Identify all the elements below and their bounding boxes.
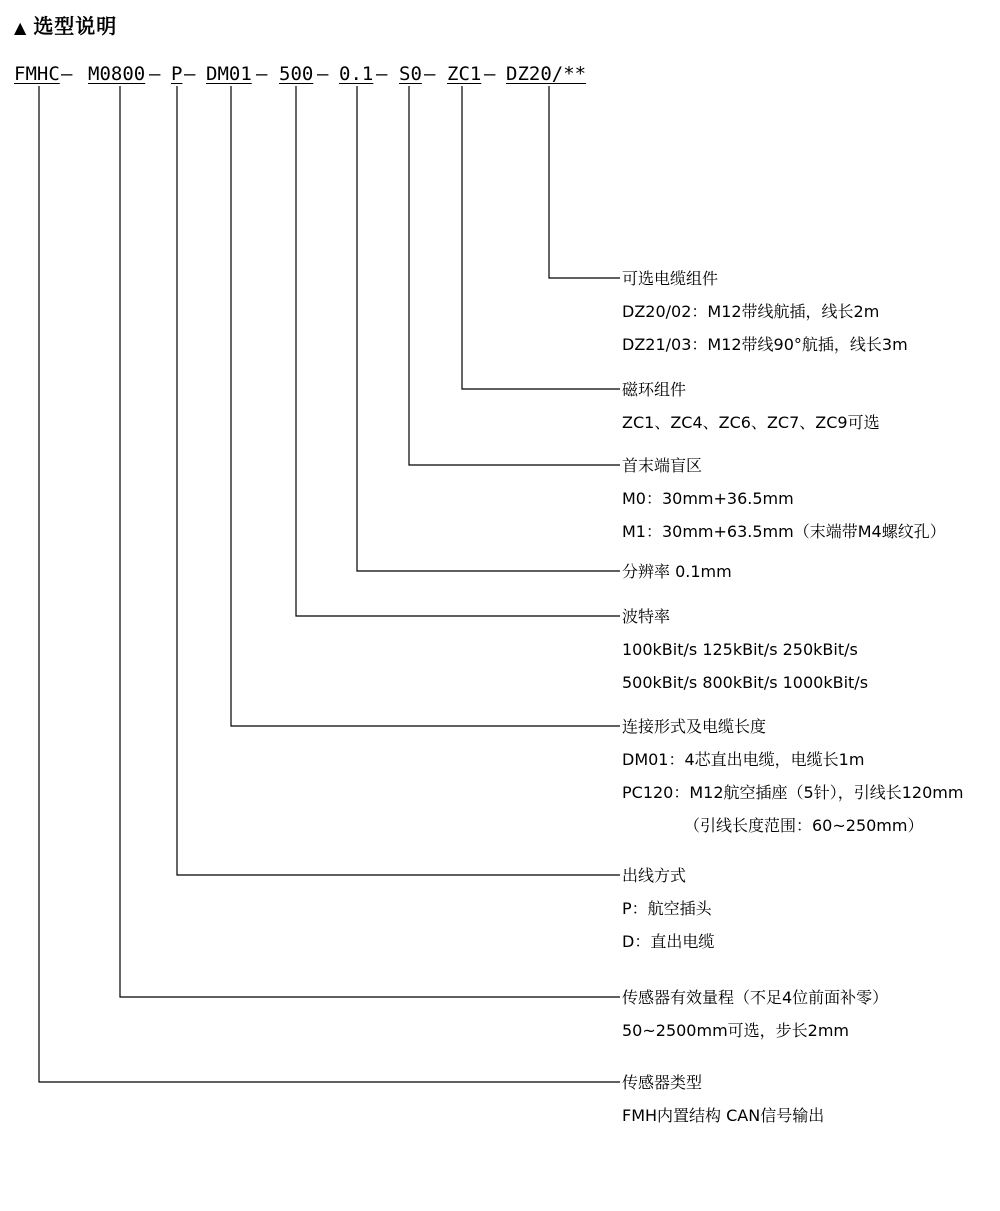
legend-line: FMH内置结构 CAN信号输出 [622, 1106, 825, 1125]
code-dash: — [149, 63, 161, 85]
legend-heading: 分辨率 0.1mm [622, 562, 732, 581]
legend-heading: 波特率 [622, 607, 671, 626]
legend-line: M0：30mm+36.5mm [622, 489, 794, 508]
code-segment-magnet: ZC1 [447, 63, 482, 85]
legend-block-connection [622, 710, 963, 842]
legend-heading: 传感器有效量程（不足4位前面补零） [622, 988, 889, 1007]
code-dash: — [484, 63, 496, 85]
legend-block-baud [622, 600, 868, 699]
legend-heading: 首末端盲区 [622, 456, 703, 475]
code-segment-connection: DM01 [206, 63, 252, 85]
code-segment-blindzone: S0 [399, 63, 422, 85]
legend-block-resolution [622, 555, 732, 588]
legend-heading: 可选电缆组件 [622, 269, 719, 288]
legend-line: M1：30mm+63.5mm（末端带M4螺纹孔） [622, 522, 946, 541]
legend-line: 100kBit/s 125kBit/s 250kBit/s [622, 640, 858, 659]
legend-block-blindzone [622, 449, 946, 548]
legend-line: DM01：4芯直出电缆，电缆长1m [622, 750, 865, 769]
code-segment-resolution: 0.1 [339, 63, 374, 85]
code-dash: — [61, 63, 73, 85]
legend-line: （引线长度范围：60~250mm） [684, 816, 924, 835]
legend-line: D：直出电缆 [622, 932, 715, 951]
leader-line-outlet [177, 86, 620, 875]
legend-line: P：航空插头 [622, 899, 712, 918]
legend-block-magnet [622, 373, 880, 439]
legend-line: 50~2500mm可选，步长2mm [622, 1021, 850, 1040]
legend-block-type [622, 1066, 824, 1132]
legend-line: PC120：M12航空插座（5针），引线长120mm [622, 783, 964, 802]
leader-line-range [120, 86, 620, 997]
legend-line: DZ20/02：M12带线航插，线长2m [622, 302, 880, 321]
legend-block-range [622, 981, 888, 1047]
code-dash: — [424, 63, 436, 85]
code-segment-type: FMHC [14, 63, 60, 85]
leader-line-type [39, 86, 620, 1082]
leader-line-resolution [357, 86, 620, 571]
legend-block-outlet [622, 859, 714, 958]
legend-line: 500kBit/s 800kBit/s 1000kBit/s [622, 673, 869, 692]
legend-line: DZ21/03：M12带线90°航插，线长3m [622, 335, 908, 354]
leader-line-connection [231, 86, 620, 726]
triangle-icon: ▲ [14, 18, 28, 37]
legend-line: ZC1、ZC4、ZC6、ZC7、ZC9可选 [622, 413, 880, 432]
leader-line-blindzone [409, 86, 620, 465]
code-dash: — [184, 63, 196, 85]
code-dash: — [376, 63, 388, 85]
code-segment-range: M0800 [88, 63, 146, 85]
code-dash: — [317, 63, 329, 85]
leader-line-baud [296, 86, 620, 616]
code-segment-baud: 500 [279, 63, 314, 85]
legend-heading: 连接形式及电缆长度 [622, 717, 767, 736]
legend-heading: 磁环组件 [622, 380, 687, 399]
leader-line-magnet [462, 86, 620, 389]
code-segment-outlet: P [171, 63, 183, 85]
leader-line-cable [549, 86, 620, 278]
legend-heading: 出线方式 [622, 866, 687, 885]
section-title-text: 选型说明 [33, 14, 118, 38]
code-dash: — [256, 63, 268, 85]
legend-heading: 传感器类型 [622, 1073, 703, 1092]
legend-block-cable [622, 262, 908, 361]
code-segment-cable: DZ20/** [506, 63, 587, 85]
